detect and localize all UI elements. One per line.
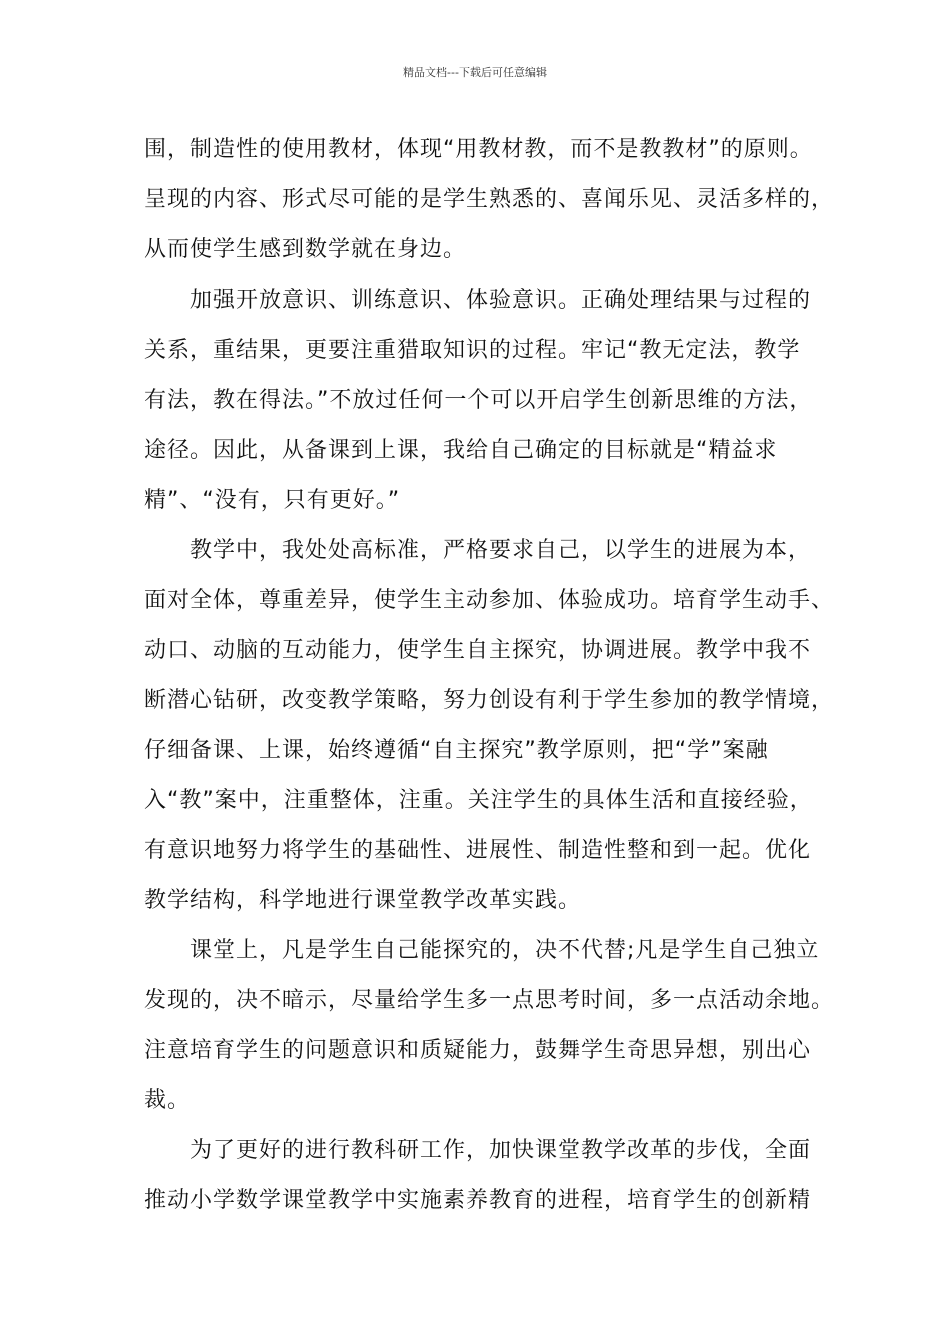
text-line-7: 途径。因此，从备课到上课，我给自己确定的目标就是“精益求	[144, 438, 778, 463]
text-line-14: 入“教”案中，注重整体，注重。关注学生的具体生活和直接经验，	[144, 788, 813, 813]
text-line-3: 从而使学生感到数学就在身边。	[144, 237, 467, 262]
text-line-6: 有法，教在得法。”不放过任何一个可以开启学生创新思维的方法，	[144, 388, 813, 413]
text-line-10: 面对全体，尊重差异，使学生主动参加、体验成功。培育学生动手、	[144, 588, 835, 613]
text-line-5: 关系，重结果，更要注重猎取知识的过程。牢记“教无定法，教学	[144, 338, 801, 363]
text-line-18: 发现的，决不暗示，尽量给学生多一点思考时间，多一点活动余地。	[144, 988, 835, 1013]
text-line-21: 为了更好的进行教科研工作，加快课堂教学改革的步伐，全面	[190, 1138, 812, 1163]
text-line-8: 精”、“没有，只有更好。”	[144, 488, 401, 513]
text-line-20: 裁。	[144, 1088, 191, 1113]
text-line-17: 课堂上，凡是学生自己能探究的，决不代替;凡是学生自己独立	[190, 938, 820, 963]
text-line-19: 注意培育学生的问题意识和质疑能力，鼓舞学生奇思异想，别出心	[144, 1038, 812, 1063]
text-line-9: 教学中，我处处高标准，严格要求自己，以学生的进展为本，	[190, 538, 812, 563]
text-line-22: 推动小学数学课堂教学中实施素养教育的进程，培育学生的创新精	[144, 1188, 812, 1213]
text-line-2: 呈现的内容、形式尽可能的是学生熟悉的、喜闻乐见、灵活多样的，	[144, 187, 835, 212]
text-line-13: 仔细备课、上课，始终遵循“自主探究”教学原则，把“学”案融	[144, 738, 769, 763]
text-line-15: 有意识地努力将学生的基础性、进展性、制造性整和到一起。优化	[144, 838, 812, 863]
text-line-16: 教学结构，科学地进行课堂教学改革实践。	[144, 888, 582, 913]
text-line-1: 围，制造性的使用教材，体现“用教材教，而不是教教材”的原则。	[144, 137, 813, 162]
text-line-12: 断潜心钻研，改变教学策略，努力创设有利于学生参加的教学情境，	[144, 688, 835, 713]
page-header: 精品文档---下载后可任意编辑	[403, 66, 547, 79]
text-line-11: 动口、动脑的互动能力，使学生自主探究，协调进展。教学中我不	[144, 638, 812, 663]
text-line-4: 加强开放意识、训练意识、体验意识。正确处理结果与过程的	[190, 288, 812, 313]
